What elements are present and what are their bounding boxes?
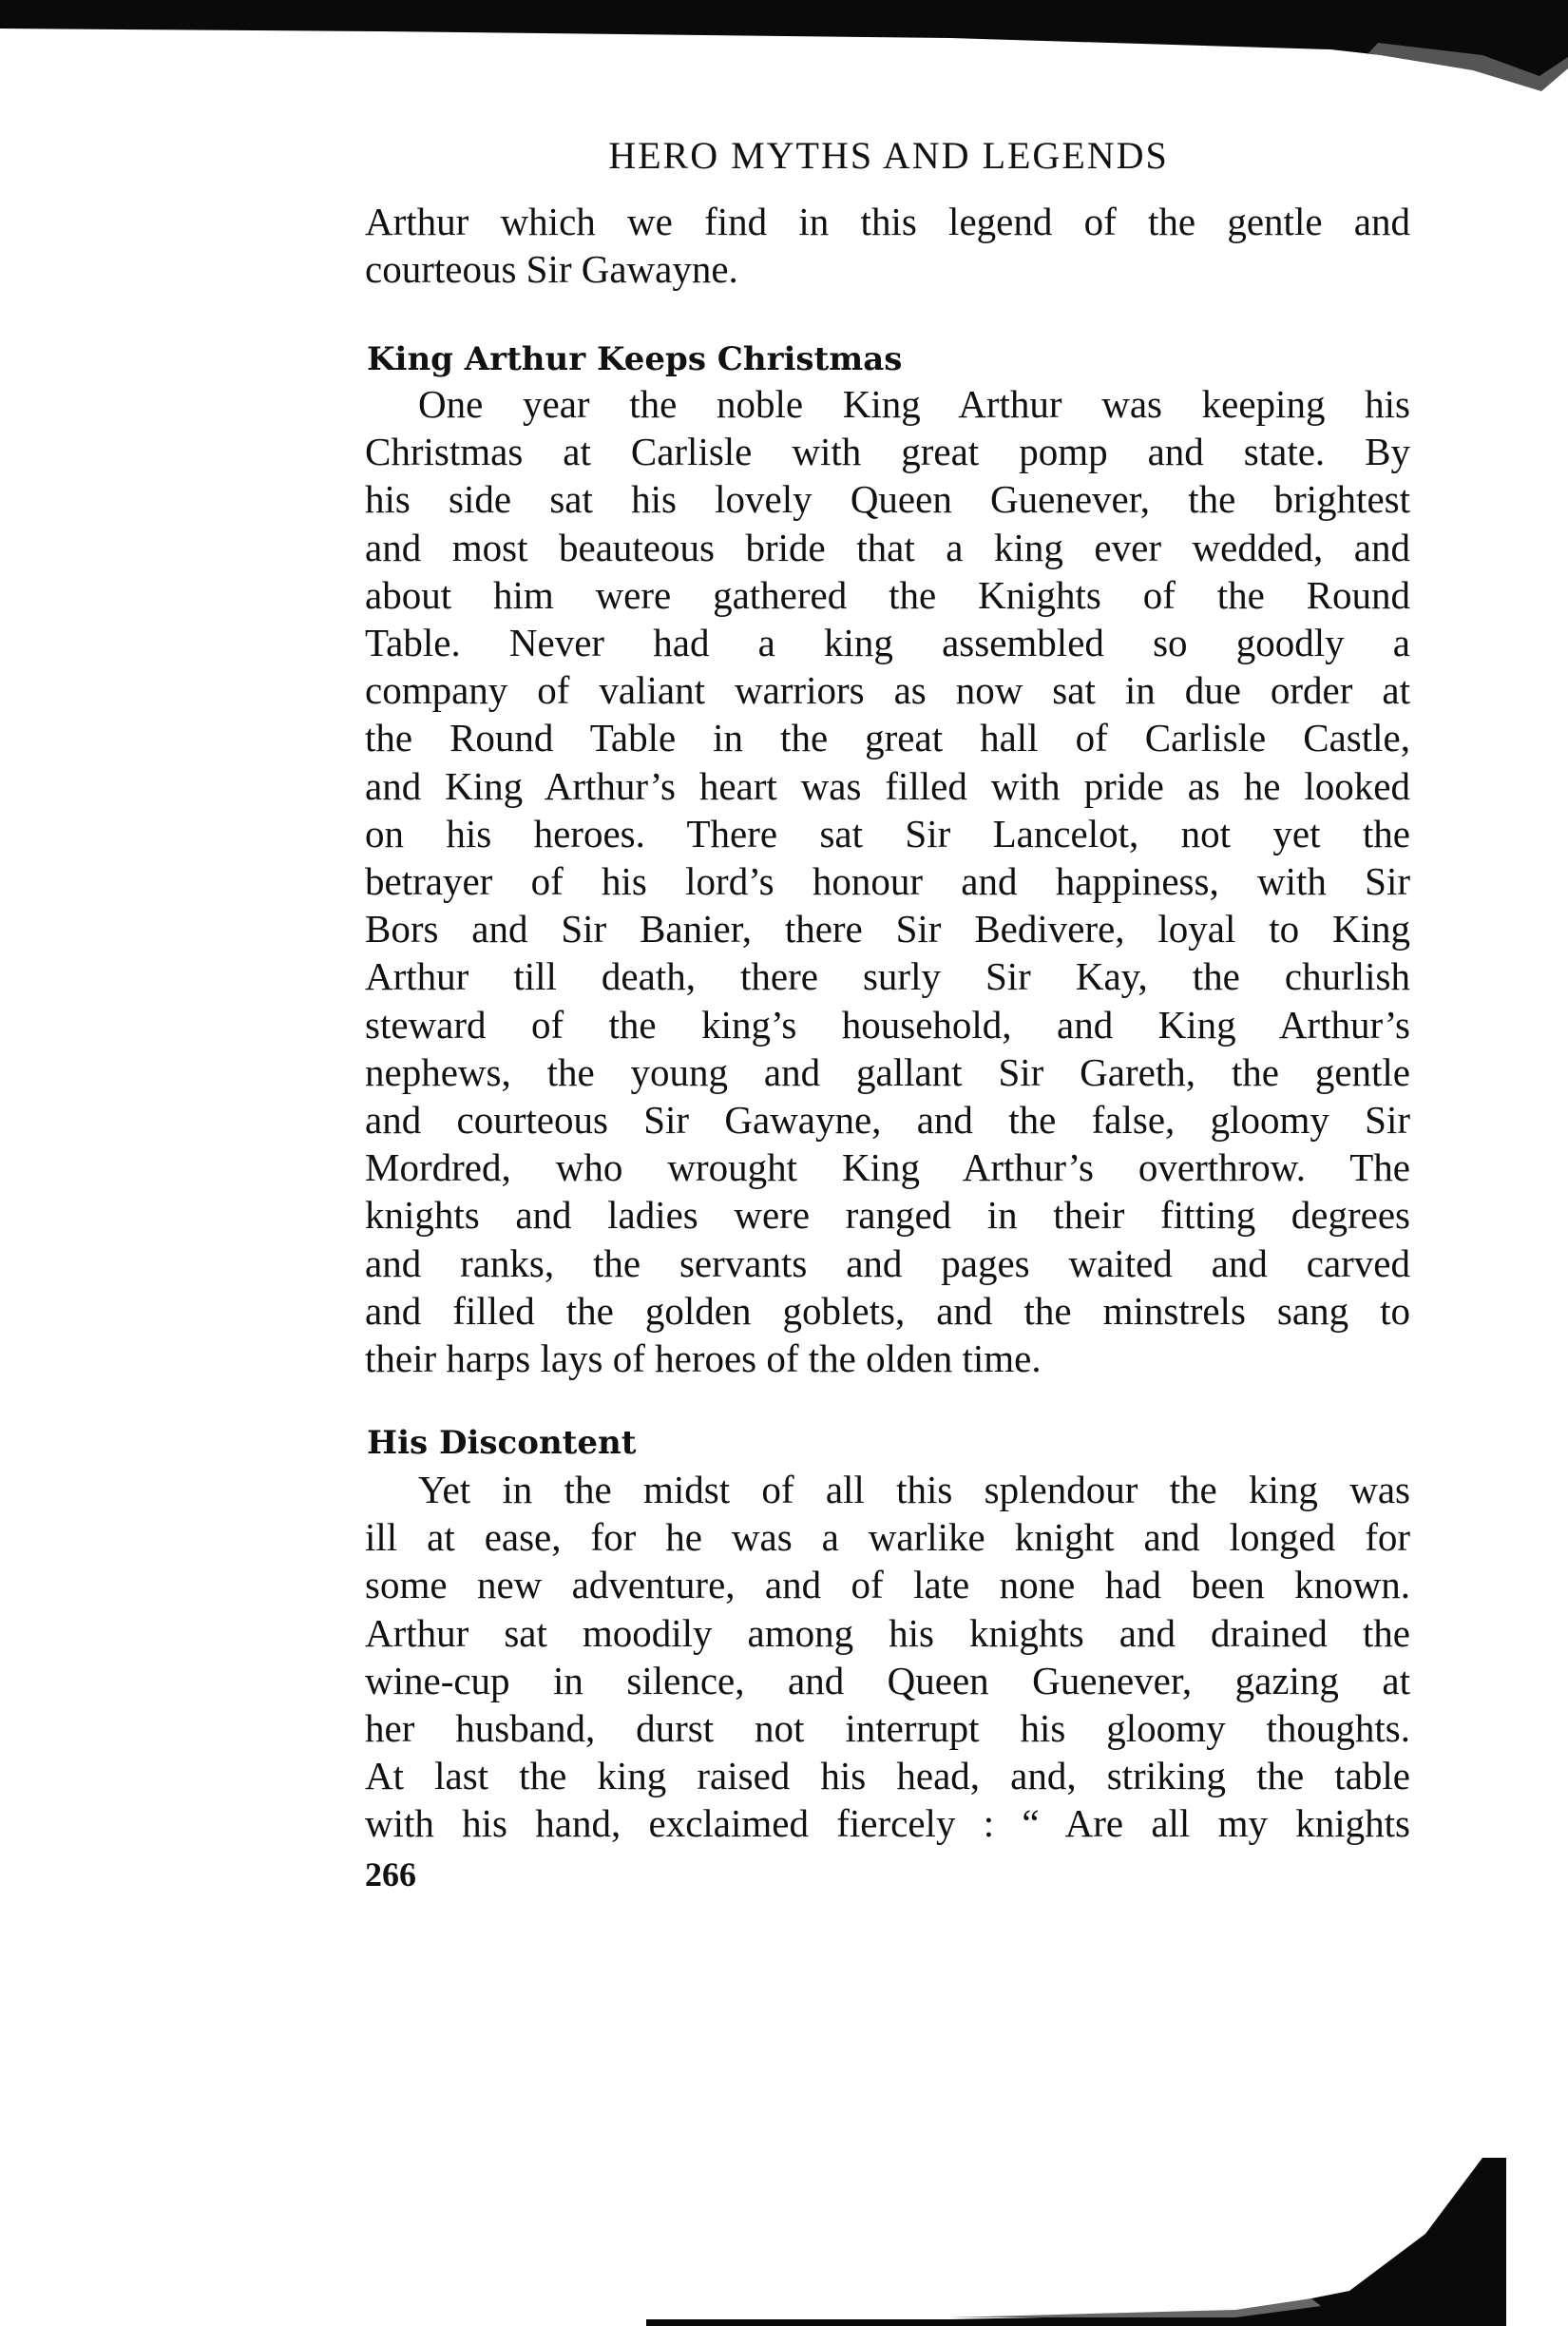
- text-line: on his heroes. There sat Sir Lancelot, not yet the: [365, 811, 1410, 855]
- text-line: courteous Sir Gawayne.: [365, 247, 738, 292]
- text-line: Bors and Sir Banier, there Sir Bedivere, loyal to King: [365, 907, 1410, 952]
- section-paragraph: [365, 380, 1410, 1382]
- text-line: with his hand, exclaimed fiercely : “ Are all my knights: [365, 1801, 1410, 1846]
- scan-edge-bottom: [0, 2158, 1568, 2326]
- scan-edge-top: [0, 0, 1568, 105]
- text-line: Arthur till death, there surly Sir Kay, the churlish: [365, 954, 1410, 999]
- text-line: Table. Never had a king assembled so goodly a: [365, 621, 1410, 665]
- text-line: the Round Table in the great hall of Carlisle Castle,: [365, 716, 1410, 760]
- text-line: Christmas at Carlisle with great pomp and state. By: [365, 430, 1410, 474]
- intro-paragraph: [365, 198, 1410, 293]
- text-line: his side sat his lovely Queen Guenever, the brightest: [365, 477, 1410, 522]
- text-line: her husband, durst not interrupt his gloomy thoughts.: [365, 1706, 1410, 1751]
- text-line: company of valiant warriors as now sat in due order at: [365, 668, 1410, 713]
- text-line: about him were gathered the Knights of the Round: [365, 572, 1410, 617]
- text-line: ill at ease, for he was a warlike knight and longed for: [365, 1515, 1410, 1560]
- text-line: At last the king raised his head, and, striking the table: [365, 1754, 1410, 1798]
- running-head: HERO MYTHS AND LEGENDS: [608, 134, 1169, 177]
- text-line: and courteous Sir Gawayne, and the false, gloomy Sir: [365, 1098, 1410, 1143]
- text-line: Arthur sat moodily among his knights and drained the: [365, 1610, 1410, 1655]
- text-line: some new adventure, and of late none had been known.: [365, 1563, 1410, 1607]
- text-line: wine-cup in silence, and Queen Guenever, gazing at: [365, 1658, 1410, 1702]
- text-line: betrayer of his lord’s honour and happiness, with Sir: [365, 859, 1410, 904]
- text-line: their harps lays of heroes of the olden time.: [365, 1336, 1042, 1381]
- text-line: and most beauteous bride that a king ever wedded, and: [365, 525, 1410, 569]
- text-line: One year the noble King Arthur was keeping his: [418, 382, 1410, 426]
- text-line: Mordred, who wrought King Arthur’s overthrow. The: [365, 1145, 1410, 1190]
- text-line: knights and ladies were ranged in their fitting degrees: [365, 1193, 1410, 1238]
- text-line: Arthur which we find in this legend of the gentle and: [365, 200, 1410, 243]
- text-line: nephews, the young and gallant Sir Gareth, the gentle: [365, 1049, 1410, 1094]
- text-line: and ranks, the servants and pages waited and carved: [365, 1240, 1410, 1285]
- section-heading: King Arthur Keeps Christmas: [367, 340, 903, 378]
- text-line: Yet in the midst of all this splendour the king was: [418, 1468, 1410, 1511]
- text-line: and King Arthur’s heart was filled with pride as he looked: [365, 763, 1410, 808]
- text-line: steward of the king’s household, and King Arthur’s: [365, 1002, 1410, 1047]
- section-heading: His Discontent: [367, 1424, 637, 1462]
- text-line: and filled the golden goblets, and the minstrels sang to: [365, 1288, 1410, 1333]
- page-number: 266: [365, 1855, 416, 1893]
- section-paragraph: [365, 1466, 1410, 1848]
